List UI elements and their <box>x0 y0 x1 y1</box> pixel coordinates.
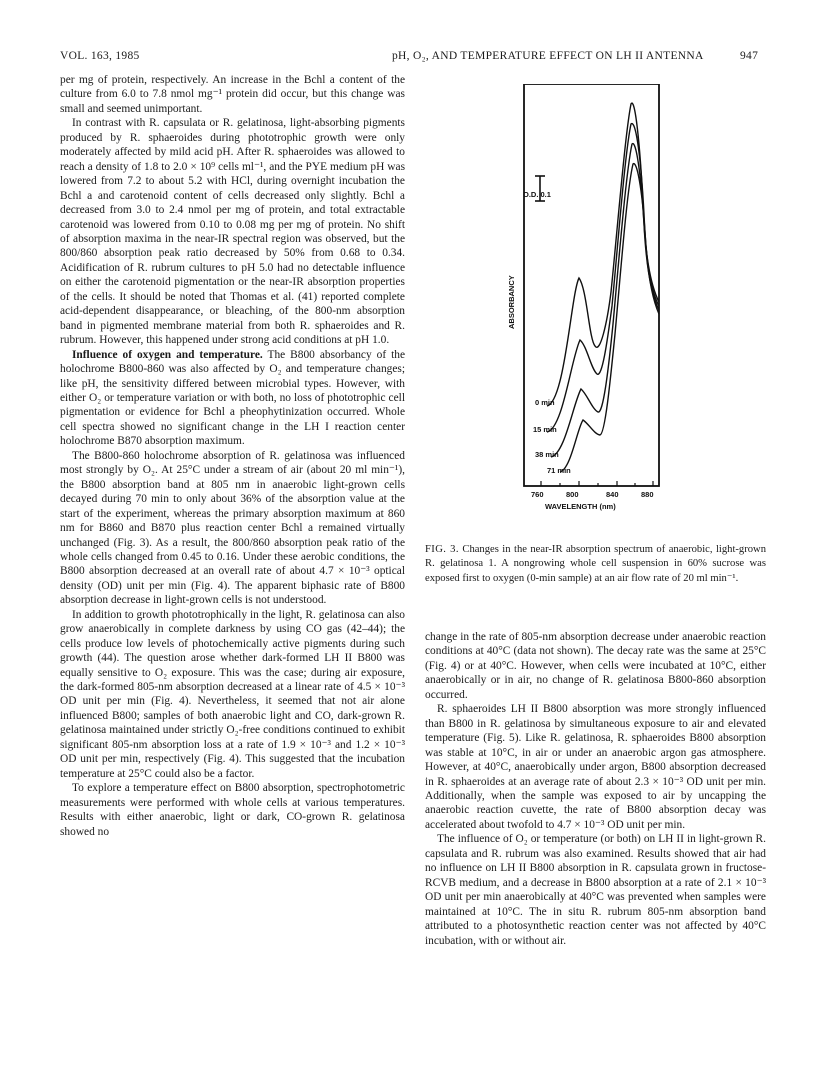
curve-label-0-min: 0 min <box>535 398 555 407</box>
left-column <box>60 73 405 839</box>
paragraph: The influence of O₂ or temperature (or both) on LH II in light-grown R. capsulata and R. rubrum was also examined. Results showed that air had no influence on LH II B800 absorption in R. capsulata grown in fructose-RCVB medium, and a decrease in B800 absorption at a rate of 2.1 × 10⁻³ OD unit per min anaerobically at 40°C was prevented when samples were maintained at 10°C. The in situ R. rubrum 805-nm absorption band attributed to a photosynthetic reaction center was not affected by 40°C incubation, with or without air. <box>425 833 766 947</box>
figure-caption <box>425 543 766 586</box>
figure-caption-text: Changes in the near-IR absorption spectrum of anaerobic, light-grown R. gelatinosa 1. A nongrowing whole cell suspension in 60% sucrose was exposed first to oxygen (0-min sample) at an air flow rate of 20 ml min⁻¹. <box>425 544 766 584</box>
x-tick-label: 760 <box>531 490 544 499</box>
curve-label-71-min: 71 min <box>547 466 571 475</box>
curve-label-15-min: 15 min <box>533 425 557 434</box>
x-tick-label: 840 <box>606 490 619 499</box>
figure-caption-label: FIG. 3. <box>425 544 459 555</box>
scale-bar-label: O.D. 0.1 <box>523 190 551 199</box>
paragraph: change in the rate of 805-nm absorption decrease under anaerobic reaction conditions at 40°C (data not shown). The decay rate was the same at 25°C (Fig. 4) or at 40°C. However, when cells were incubated at 10°C, either anaerobically or in air, no change of R. gelatinosa B800-860 absorption occurred. <box>425 631 766 701</box>
paragraph: To explore a temperature effect on B800 absorption, spectrophotometric measurements were performed with whole cells at various temperatures. Results with either anaerobic, light or dark, CO-grown R. gelatinosa showed no <box>60 782 405 838</box>
paragraph: The B800-860 holochrome absorption of R. gelatinosa was influenced most strongly by O₂. At 25°C under a stream of air (about 20 ml min⁻¹), the B800 absorption band at 805 nm in anaerobic light-grown cells decayed during 70 min to only about 36% of the absorption value at the start of the experiment, whereas the primary absorption maximum at 860 nm for B860 and B870 plus reaction center Bchl a remained virtually unchanged (Fig. 3). As a result, the 800/860 absorption peak ratio of the whole cells changed from 0.45 to 0.16. Under these aerobic conditions, the B800 absorption decreased at an overall rate of about 4.7 × 10⁻³ optical density (OD) unit per min (Fig. 4). The apparent biphasic rate of B800 absorption decrease in light-grown cells is not understood. <box>60 449 405 607</box>
paragraph-body: The B800 absorbancy of the holochrome B800-860 was also affected by O₂ and temperature changes; like pH, the sensitivity differed between microbial types. However, with either O₂ or temperature variation or with both, no loss of phototrophic cell pigmentation or evidence for Bchl a pheophytinization occurred. Whole cell spectra showed no significant change in the LH I reaction center holochrome B870 absorption maximum. <box>60 348 405 448</box>
y-axis-label: ABSORBANCY <box>507 275 516 329</box>
section-heading: Influence of oxygen and temperature. <box>72 348 263 361</box>
paragraph <box>60 348 405 449</box>
x-tick-label: 880 <box>641 490 654 499</box>
curve-label-38-min: 38 min <box>535 450 559 459</box>
running-head-volume: VOL. 163, 1985 <box>60 50 140 62</box>
x-tick-label: 800 <box>566 490 579 499</box>
paragraph: R. sphaeroides LH II B800 absorption was more strongly influenced than B800 in R. gelatinosa by simultaneous exposure to air and elevated temperature (Fig. 5). Like R. gelatinosa, R. sphaeroides B800 absorption was stable at 10°C, in air or under an anaerobic argon gas atmosphere. However, at 40°C, anaerobically under argon, B800 absorption decreased in R. sphaeroides at an average rate of about 2.3 × 10⁻³ OD unit per min. Additionally, when the sample was exposed to air by uncapping the anaerobic reaction cuvette, the rate of B800 absorption decay was accelerated about twofold to 4.7 × 10⁻³ OD unit per min. <box>425 703 766 831</box>
paragraph: In contrast with R. capsulata or R. gelatinosa, light-absorbing pigments produced by R. sphaeroides during phototrophic growth were only moderately affected by mild acid pH. After R. sphaeroides was allowed to reach a density of 1.8 to 2.0 × 10⁹ cells ml⁻¹, and the PYE medium pH was lowered from 7.2 to about 5.2 with HCl, during overnight incubation the Bchl a and carotenoid content of cells decreased only slightly. Bchl a decreased from 3.0 to 2.4 nmol per mg of protein, and total extractable carotenoid was lowered from 0.10 to 0.08 mg per mg of protein. No shift of absorption maxima in the near-IR spectral region was observed, but the 800/860 absorption peak ratio decreased by 50% from 0.68 to 0.34. Acidification of R. rubrum cultures to pH 5.0 had no detectable influence on either the carotenoid pigmentation or the near-IR absorption properties of the cells. It should be noted that Thomas et al. (41) reported complete acid-dependent disappearance, or bleaching, of the 800-nm absorption band in pigmented membrane material from both R. sphaeroides and R. rubrum. However, this happened under strong acid conditions at pH 1.0. <box>60 117 405 347</box>
right-column <box>425 630 766 948</box>
page-number: 947 <box>740 50 759 62</box>
spectrum-curve-15-min <box>547 124 659 432</box>
paragraph: In addition to growth phototrophically in the light, R. gelatinosa can also grow anaerobically in complete darkness by using CO gas (42–44); the cells produce low levels of photochemically active pigments during such growth (44). The question arose whether dark-formed LH II B800 was equally sensitive to O₂ exposure. This was the case; during air exposure, the dark-formed 805-nm absorption decreased at a linear rate of 4.5 × 10⁻³ OD unit per min (Fig. 4). Nevertheless, it seemed that not air alone influenced B800; samples of both anaerobic light and CO, dark-grown R. gelatinosa maintained under strictly O₂-free conditions continued to exhibit significant 805-nm absorption loss at a rate of 1.9 × 10⁻³ and 1.2 × 10⁻³ OD unit per min, respectively (Fig. 4). This suggested that the incubation temperature at 25°C could also be a factor. <box>60 608 405 780</box>
running-head-title: pH, O₂, AND TEMPERATURE EFFECT ON LH II ANTENNA <box>392 50 704 62</box>
paragraph: per mg of protein, respectively. An increase in the Bchl a content of the culture from 6.0 to 7.8 nmol mg⁻¹ protein did occur, but this change was small and seemed unimportant. <box>60 74 405 115</box>
x-axis-label: WAVELENGTH (nm) <box>545 502 616 511</box>
figure-3-spectrum <box>505 84 745 512</box>
